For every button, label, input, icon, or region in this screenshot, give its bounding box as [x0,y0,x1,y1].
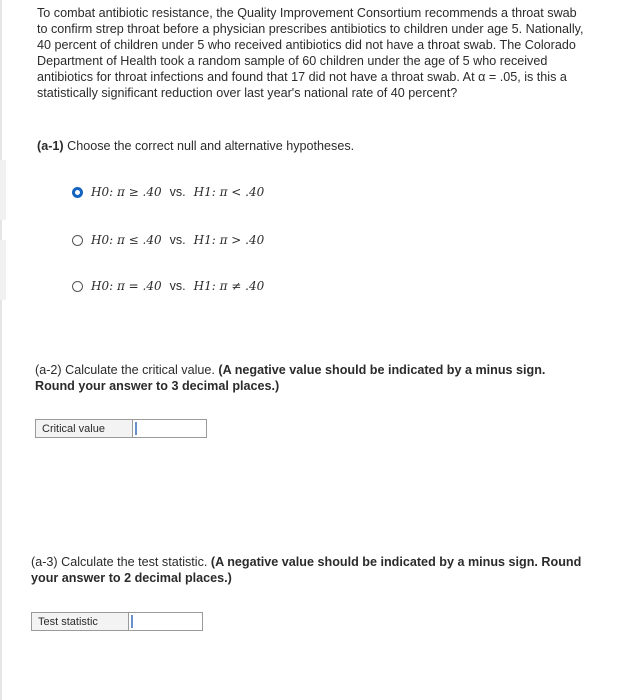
hypothesis-option-3[interactable] [72,279,264,293]
radio-icon[interactable] [72,281,83,292]
vs: vs. [169,233,186,247]
a1-text: Choose the correct null and alternative hypotheses. [67,139,355,153]
a3-instructions: (A negative value should be indicated by a minus sign. Round your answer to 2 decimal places.) [31,555,582,585]
test-statistic-field [31,612,203,631]
a1-question [37,139,354,155]
a2-instructions: (A negative value should be indicated by a minus sign. Round your answer to 3 decimal places.) [35,363,546,393]
a2-question [35,363,585,395]
hypothesis-option-1[interactable] [72,185,264,199]
problem-text: To combat antibiotic resistance, the Quality Improvement Consortium recommends a throat swab to confirm strep throat before a physician prescribes antibiotics to children under age 5. Nationally, 40 percent of children under 5 who received antibiotics did not have a throat swab. The Colorado Department of Health took a random sample of 60 children under the age of 5 who received antibiotics for throat infections and found that 17 did not have a throat swab. At α = .05, is this a statistically significant reduction over last year's national rate of 40 percent? [37,6,584,100]
critical-value-input[interactable] [133,419,207,438]
a3-text: Calculate the test statistic. [61,555,208,569]
critical-value-label: Critical value [35,419,133,438]
h1: H1: π ≠ .40 [193,279,265,293]
vs: vs. [169,279,186,293]
h1: H1: π > .40 [193,233,265,247]
h1: H1: π < .40 [193,185,265,199]
a2-tag: (a-2) [35,363,62,377]
test-statistic-label: Test statistic [31,612,129,631]
left-border [0,0,2,700]
h0: H0: π = .40 [91,279,162,293]
h0: H0: π ≤ .40 [91,233,162,247]
radio-selected-icon[interactable] [72,187,83,198]
a1-tag: (a-1) [37,139,64,153]
h0: H0: π ≥ .40 [91,185,162,199]
a3-question [31,555,591,587]
a2-text: Calculate the critical value. [65,363,215,377]
a3-tag: (a-3) [31,555,58,569]
radio-icon[interactable] [72,235,83,246]
critical-value-field [35,419,207,438]
left-tab [0,240,6,300]
hypothesis-option-2[interactable] [72,233,264,247]
vs: vs. [169,185,186,199]
test-statistic-input[interactable] [129,612,203,631]
left-tab [0,160,6,220]
